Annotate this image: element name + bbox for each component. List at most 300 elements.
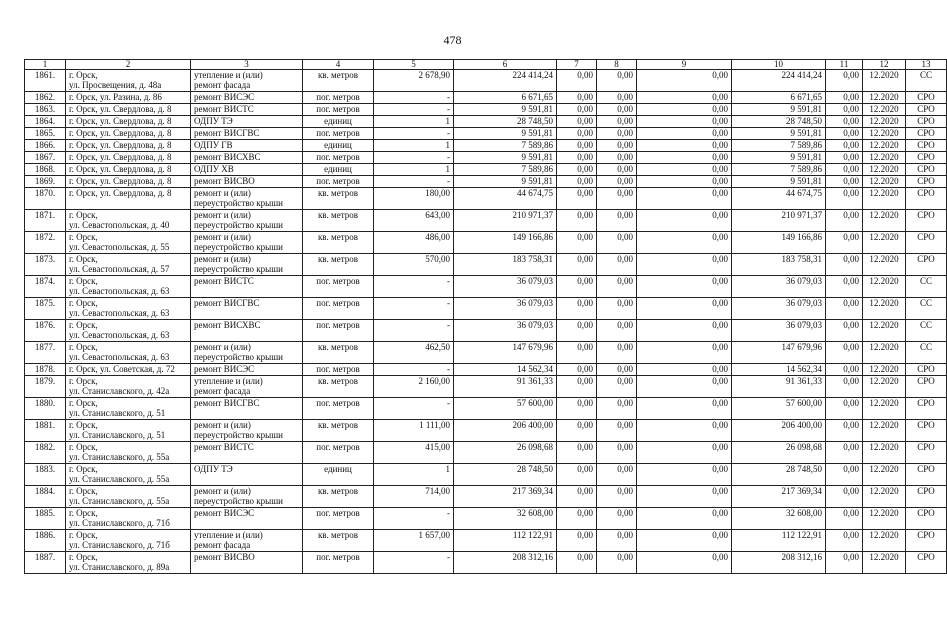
amount-cell: 0,00 <box>597 442 637 464</box>
completion-date-cell: 12.2020 <box>863 376 906 398</box>
address-cell <box>66 276 191 298</box>
quantity-cell: 643,00 <box>374 210 454 232</box>
work-type-line: ремонт ВИСЭС <box>194 364 255 374</box>
address-line: ул. Станиславского, д. 71б <box>69 518 170 528</box>
column-header: 11 <box>826 60 863 70</box>
address-line: ул. Станиславского, д. 51 <box>69 430 166 440</box>
total-cost-cell: 9 591,81 <box>454 104 557 116</box>
fund-amount-cell: 9 591,81 <box>732 176 826 188</box>
completion-date-cell: 12.2020 <box>863 508 906 530</box>
unit-cell: единиц <box>303 164 374 176</box>
address-line: г. Орск, <box>69 398 98 408</box>
column-number-header-row <box>25 60 947 70</box>
table-row <box>25 176 947 188</box>
method-cell: СРО <box>906 508 947 530</box>
table-row <box>25 254 947 276</box>
fund-amount-cell: 7 589,86 <box>732 164 826 176</box>
completion-date-cell: 12.2020 <box>863 92 906 104</box>
method-cell: СРО <box>906 152 947 164</box>
amount-cell: 0,00 <box>826 104 863 116</box>
amount-cell: 0,00 <box>557 508 597 530</box>
quantity-cell: - <box>374 276 454 298</box>
table-row <box>25 70 947 92</box>
amount-cell: 0,00 <box>826 508 863 530</box>
method-cell: СС <box>906 70 947 92</box>
unit-cell: пог. метров <box>303 508 374 530</box>
amount-cell: 0,00 <box>637 364 732 376</box>
amount-cell: 0,00 <box>637 342 732 364</box>
row-number: 1884. <box>25 486 66 508</box>
total-cost-cell: 26 098,68 <box>454 442 557 464</box>
fund-amount-cell: 36 079,03 <box>732 320 826 342</box>
total-cost-cell: 9 591,81 <box>454 152 557 164</box>
method-cell: СРО <box>906 530 947 552</box>
unit-cell: единиц <box>303 116 374 128</box>
amount-cell: 0,00 <box>597 276 637 298</box>
amount-cell: 0,00 <box>557 464 597 486</box>
method-cell: СРО <box>906 376 947 398</box>
work-type-line: переустройство крыши <box>194 352 283 362</box>
completion-date-cell: 12.2020 <box>863 128 906 140</box>
amount-cell: 0,00 <box>597 128 637 140</box>
unit-cell: пог. метров <box>303 176 374 188</box>
column-header: 4 <box>303 60 374 70</box>
quantity-cell: 2 160,00 <box>374 376 454 398</box>
amount-cell: 0,00 <box>637 116 732 128</box>
quantity-cell: - <box>374 298 454 320</box>
work-type-line: утепление и (или) <box>194 530 263 540</box>
fund-amount-cell: 14 562,34 <box>732 364 826 376</box>
amount-cell: 0,00 <box>826 320 863 342</box>
address-cell <box>66 486 191 508</box>
address-line: г. Орск, ул. Свердлова, д. 8 <box>69 116 172 126</box>
unit-cell: кв. метров <box>303 232 374 254</box>
address-line: г. Орск, <box>69 442 98 452</box>
address-line: г. Орск, <box>69 232 98 242</box>
unit-cell: единиц <box>303 464 374 486</box>
table-row <box>25 420 947 442</box>
work-type-cell <box>191 442 303 464</box>
fund-amount-cell: 208 312,16 <box>732 552 826 574</box>
work-type-line: ремонт и (или) <box>194 254 251 264</box>
address-cell <box>66 552 191 574</box>
amount-cell: 0,00 <box>637 70 732 92</box>
column-header: 8 <box>597 60 637 70</box>
address-line: г. Орск, ул. Свердлова, д. 8 <box>69 104 172 114</box>
quantity-cell: - <box>374 128 454 140</box>
address-line: г. Орск, <box>69 342 98 352</box>
quantity-cell: 1 <box>374 464 454 486</box>
method-cell: СРО <box>906 254 947 276</box>
work-type-line: ремонт фасада <box>194 80 251 90</box>
total-cost-cell: 36 079,03 <box>454 298 557 320</box>
work-type-line: ремонт фасада <box>194 540 251 550</box>
column-header: 6 <box>454 60 557 70</box>
row-number: 1871. <box>25 210 66 232</box>
table-row <box>25 152 947 164</box>
work-type-cell <box>191 188 303 210</box>
amount-cell: 0,00 <box>597 298 637 320</box>
table-row <box>25 116 947 128</box>
table-row <box>25 552 947 574</box>
method-cell: СРО <box>906 116 947 128</box>
unit-cell: пог. метров <box>303 364 374 376</box>
total-cost-cell: 206 400,00 <box>454 420 557 442</box>
unit-cell: пог. метров <box>303 298 374 320</box>
work-type-cell <box>191 376 303 398</box>
table-body <box>25 60 947 574</box>
quantity-cell: - <box>374 104 454 116</box>
row-number: 1867. <box>25 152 66 164</box>
address-line: г. Орск, ул. Советская, д. 72 <box>69 364 175 374</box>
method-cell: СРО <box>906 486 947 508</box>
work-type-line: ремонт ВИСГВС <box>194 398 260 408</box>
completion-date-cell: 12.2020 <box>863 364 906 376</box>
unit-cell: пог. метров <box>303 442 374 464</box>
amount-cell: 0,00 <box>637 176 732 188</box>
amount-cell: 0,00 <box>557 320 597 342</box>
fund-amount-cell: 28 748,50 <box>732 116 826 128</box>
table-row <box>25 342 947 364</box>
completion-date-cell: 12.2020 <box>863 298 906 320</box>
work-type-line: ремонт ВИСЭС <box>194 92 255 102</box>
amount-cell: 0,00 <box>826 176 863 188</box>
total-cost-cell: 91 361,33 <box>454 376 557 398</box>
address-cell <box>66 104 191 116</box>
amount-cell: 0,00 <box>557 364 597 376</box>
amount-cell: 0,00 <box>597 70 637 92</box>
row-number: 1878. <box>25 364 66 376</box>
amount-cell: 0,00 <box>557 530 597 552</box>
unit-cell: пог. метров <box>303 128 374 140</box>
amount-cell: 0,00 <box>826 442 863 464</box>
row-number: 1872. <box>25 232 66 254</box>
address-line: ул. Станиславского, д. 55а <box>69 474 170 484</box>
unit-cell: кв. метров <box>303 70 374 92</box>
table-row <box>25 298 947 320</box>
work-type-cell <box>191 128 303 140</box>
total-cost-cell: 208 312,16 <box>454 552 557 574</box>
work-type-cell <box>191 530 303 552</box>
address-cell <box>66 176 191 188</box>
amount-cell: 0,00 <box>557 176 597 188</box>
unit-cell: кв. метров <box>303 486 374 508</box>
method-cell: СРО <box>906 164 947 176</box>
unit-cell: кв. метров <box>303 188 374 210</box>
unit-cell: кв. метров <box>303 376 374 398</box>
method-cell: СС <box>906 320 947 342</box>
work-type-line: ремонт и (или) <box>194 210 251 220</box>
address-line: г. Орск, <box>69 464 98 474</box>
address-cell <box>66 92 191 104</box>
table-row <box>25 276 947 298</box>
fund-amount-cell: 57 600,00 <box>732 398 826 420</box>
amount-cell: 0,00 <box>826 164 863 176</box>
method-cell: СРО <box>906 364 947 376</box>
address-line: ул. Станиславского, д. 55а <box>69 496 170 506</box>
address-cell <box>66 128 191 140</box>
completion-date-cell: 12.2020 <box>863 442 906 464</box>
amount-cell: 0,00 <box>826 342 863 364</box>
amount-cell: 0,00 <box>597 364 637 376</box>
amount-cell: 0,00 <box>637 140 732 152</box>
total-cost-cell: 183 758,31 <box>454 254 557 276</box>
unit-cell: кв. метров <box>303 254 374 276</box>
fund-amount-cell: 26 098,68 <box>732 442 826 464</box>
quantity-cell: - <box>374 320 454 342</box>
quantity-cell: 570,00 <box>374 254 454 276</box>
total-cost-cell: 14 562,34 <box>454 364 557 376</box>
row-number: 1863. <box>25 104 66 116</box>
work-type-cell <box>191 92 303 104</box>
amount-cell: 0,00 <box>557 210 597 232</box>
address-cell <box>66 376 191 398</box>
table-row <box>25 376 947 398</box>
amount-cell: 0,00 <box>557 116 597 128</box>
work-type-cell <box>191 104 303 116</box>
total-cost-cell: 224 414,24 <box>454 70 557 92</box>
amount-cell: 0,00 <box>597 116 637 128</box>
unit-cell: пог. метров <box>303 398 374 420</box>
amount-cell: 0,00 <box>826 486 863 508</box>
quantity-cell: 180,00 <box>374 188 454 210</box>
amount-cell: 0,00 <box>597 210 637 232</box>
amount-cell: 0,00 <box>597 176 637 188</box>
amount-cell: 0,00 <box>637 104 732 116</box>
row-number: 1874. <box>25 276 66 298</box>
unit-cell: пог. метров <box>303 104 374 116</box>
row-number: 1880. <box>25 398 66 420</box>
table-row <box>25 232 947 254</box>
work-type-line: ремонт ВИСВО <box>194 552 255 562</box>
amount-cell: 0,00 <box>557 254 597 276</box>
method-cell: СС <box>906 298 947 320</box>
fund-amount-cell: 147 679,96 <box>732 342 826 364</box>
work-type-cell <box>191 140 303 152</box>
amount-cell: 0,00 <box>826 254 863 276</box>
quantity-cell: 462,50 <box>374 342 454 364</box>
column-header: 10 <box>732 60 826 70</box>
table-row <box>25 442 947 464</box>
row-number: 1868. <box>25 164 66 176</box>
quantity-cell: - <box>374 364 454 376</box>
address-cell <box>66 530 191 552</box>
unit-cell: кв. метров <box>303 530 374 552</box>
completion-date-cell: 12.2020 <box>863 140 906 152</box>
amount-cell: 0,00 <box>637 442 732 464</box>
column-header: 7 <box>557 60 597 70</box>
work-type-cell <box>191 116 303 128</box>
amount-cell: 0,00 <box>597 530 637 552</box>
work-type-line: ремонт и (или) <box>194 420 251 430</box>
amount-cell: 0,00 <box>826 92 863 104</box>
quantity-cell: - <box>374 92 454 104</box>
total-cost-cell: 210 971,37 <box>454 210 557 232</box>
address-cell <box>66 298 191 320</box>
total-cost-cell: 149 166,86 <box>454 232 557 254</box>
fund-amount-cell: 183 758,31 <box>732 254 826 276</box>
address-line: ул. Севастопольская, д. 63 <box>69 286 170 296</box>
address-cell <box>66 210 191 232</box>
table-row <box>25 188 947 210</box>
amount-cell: 0,00 <box>597 420 637 442</box>
work-type-cell <box>191 464 303 486</box>
total-cost-cell: 9 591,81 <box>454 128 557 140</box>
work-type-line: ремонт фасада <box>194 386 251 396</box>
fund-amount-cell: 6 671,65 <box>732 92 826 104</box>
quantity-cell: - <box>374 152 454 164</box>
amount-cell: 0,00 <box>637 320 732 342</box>
amount-cell: 0,00 <box>557 232 597 254</box>
method-cell: СРО <box>906 188 947 210</box>
fund-amount-cell: 91 361,33 <box>732 376 826 398</box>
method-cell: СРО <box>906 398 947 420</box>
total-cost-cell: 32 608,00 <box>454 508 557 530</box>
row-number: 1879. <box>25 376 66 398</box>
amount-cell: 0,00 <box>637 376 732 398</box>
row-number: 1876. <box>25 320 66 342</box>
work-type-line: ремонт ВИСТС <box>194 276 254 286</box>
amount-cell: 0,00 <box>557 140 597 152</box>
work-type-line: ОДПУ ТЭ <box>194 464 233 474</box>
register-table <box>24 59 947 574</box>
method-cell: СРО <box>906 552 947 574</box>
amount-cell: 0,00 <box>637 254 732 276</box>
amount-cell: 0,00 <box>637 398 732 420</box>
completion-date-cell: 12.2020 <box>863 232 906 254</box>
work-type-cell <box>191 176 303 188</box>
amount-cell: 0,00 <box>557 552 597 574</box>
address-cell <box>66 254 191 276</box>
method-cell: СРО <box>906 210 947 232</box>
completion-date-cell: 12.2020 <box>863 342 906 364</box>
method-cell: СС <box>906 276 947 298</box>
fund-amount-cell: 217 369,34 <box>732 486 826 508</box>
amount-cell: 0,00 <box>637 128 732 140</box>
address-line: ул. Севастопольская, д. 55 <box>69 242 170 252</box>
total-cost-cell: 9 591,81 <box>454 176 557 188</box>
work-type-cell <box>191 276 303 298</box>
address-line: г. Орск, ул. Свердлова, д. 8 <box>69 152 172 162</box>
work-type-line: ремонт ВИСВО <box>194 176 255 186</box>
fund-amount-cell: 36 079,03 <box>732 276 826 298</box>
unit-cell: кв. метров <box>303 420 374 442</box>
amount-cell: 0,00 <box>557 442 597 464</box>
row-number: 1882. <box>25 442 66 464</box>
work-type-line: утепление и (или) <box>194 376 263 386</box>
unit-cell: единиц <box>303 140 374 152</box>
table-row <box>25 164 947 176</box>
work-type-line: переустройство крыши <box>194 496 283 506</box>
total-cost-cell: 147 679,96 <box>454 342 557 364</box>
work-type-line: ОДПУ ХВ <box>194 164 234 174</box>
work-type-cell <box>191 298 303 320</box>
address-line: г. Орск, <box>69 552 98 562</box>
work-type-line: переустройство крыши <box>194 242 283 252</box>
amount-cell: 0,00 <box>826 376 863 398</box>
table-row <box>25 140 947 152</box>
work-type-line: ОДПУ ТЭ <box>194 116 233 126</box>
work-type-cell <box>191 552 303 574</box>
amount-cell: 0,00 <box>557 486 597 508</box>
row-number: 1885. <box>25 508 66 530</box>
address-cell <box>66 420 191 442</box>
table-row <box>25 464 947 486</box>
table-row <box>25 210 947 232</box>
address-line: г. Орск, <box>69 486 98 496</box>
quantity-cell: - <box>374 508 454 530</box>
quantity-cell: 2 678,90 <box>374 70 454 92</box>
column-header: 12 <box>863 60 906 70</box>
work-type-cell <box>191 254 303 276</box>
work-type-cell <box>191 508 303 530</box>
method-cell: СРО <box>906 442 947 464</box>
row-number: 1881. <box>25 420 66 442</box>
address-line: ул. Станиславского, д. 51 <box>69 408 166 418</box>
quantity-cell: 415,00 <box>374 442 454 464</box>
address-line: г. Орск, <box>69 376 98 386</box>
row-number: 1864. <box>25 116 66 128</box>
table-row <box>25 508 947 530</box>
quantity-cell: 714,00 <box>374 486 454 508</box>
method-cell: СРО <box>906 140 947 152</box>
amount-cell: 0,00 <box>597 398 637 420</box>
amount-cell: 0,00 <box>557 298 597 320</box>
completion-date-cell: 12.2020 <box>863 176 906 188</box>
amount-cell: 0,00 <box>557 92 597 104</box>
address-cell <box>66 232 191 254</box>
fund-amount-cell: 224 414,24 <box>732 70 826 92</box>
amount-cell: 0,00 <box>637 552 732 574</box>
amount-cell: 0,00 <box>637 530 732 552</box>
table-row <box>25 364 947 376</box>
amount-cell: 0,00 <box>826 464 863 486</box>
work-type-line: ремонт ВИСХВС <box>194 320 261 330</box>
amount-cell: 0,00 <box>637 92 732 104</box>
amount-cell: 0,00 <box>597 254 637 276</box>
amount-cell: 0,00 <box>557 104 597 116</box>
amount-cell: 0,00 <box>597 92 637 104</box>
address-cell <box>66 164 191 176</box>
amount-cell: 0,00 <box>597 464 637 486</box>
total-cost-cell: 57 600,00 <box>454 398 557 420</box>
amount-cell: 0,00 <box>597 164 637 176</box>
completion-date-cell: 12.2020 <box>863 164 906 176</box>
amount-cell: 0,00 <box>637 486 732 508</box>
quantity-cell: - <box>374 552 454 574</box>
completion-date-cell: 12.2020 <box>863 276 906 298</box>
address-cell <box>66 342 191 364</box>
address-cell <box>66 116 191 128</box>
unit-cell: пог. метров <box>303 92 374 104</box>
table-row <box>25 104 947 116</box>
column-header: 1 <box>25 60 66 70</box>
completion-date-cell: 12.2020 <box>863 116 906 128</box>
method-cell: СРО <box>906 128 947 140</box>
method-cell: СРО <box>906 176 947 188</box>
amount-cell: 0,00 <box>597 320 637 342</box>
row-number: 1869. <box>25 176 66 188</box>
quantity-cell: 1 <box>374 140 454 152</box>
method-cell: СРО <box>906 92 947 104</box>
quantity-cell: 1 657,00 <box>374 530 454 552</box>
work-type-line: ремонт и (или) <box>194 342 251 352</box>
amount-cell: 0,00 <box>597 232 637 254</box>
completion-date-cell: 12.2020 <box>863 152 906 164</box>
total-cost-cell: 44 674,75 <box>454 188 557 210</box>
amount-cell: 0,00 <box>597 342 637 364</box>
completion-date-cell: 12.2020 <box>863 420 906 442</box>
